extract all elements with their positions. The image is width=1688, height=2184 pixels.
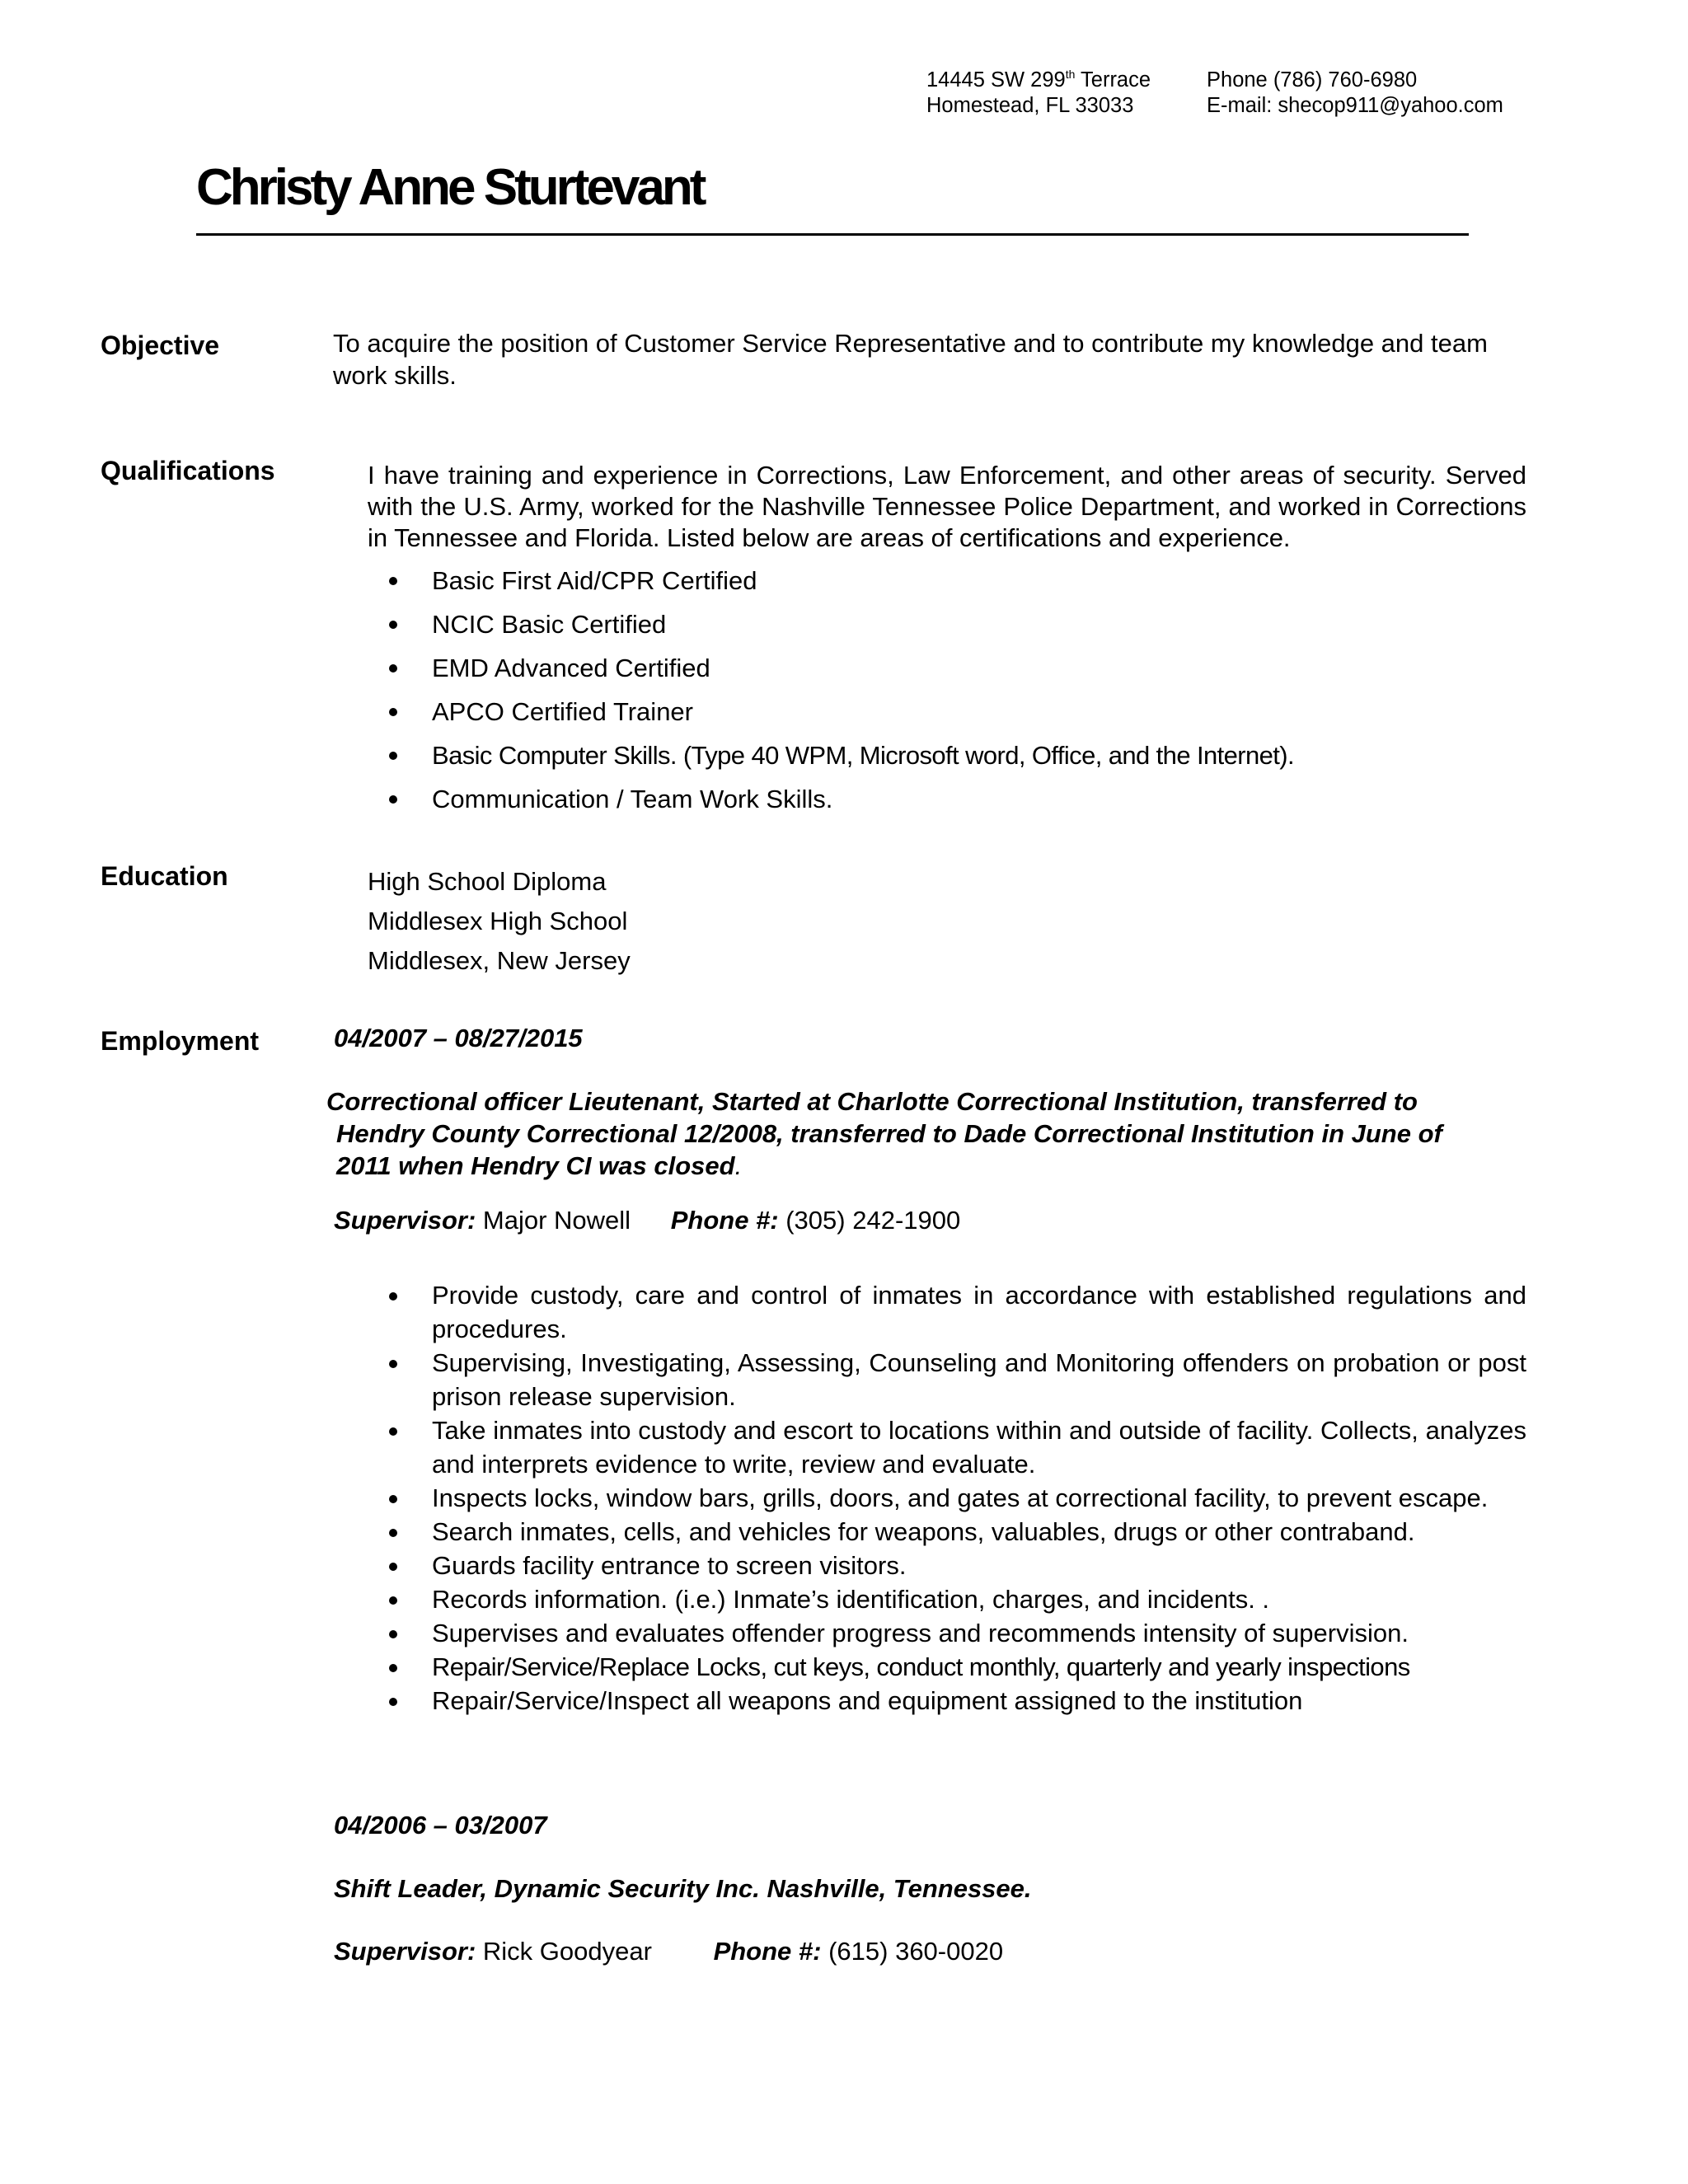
job-title: Shift Leader, Dynamic Security Inc. Nashville, Tennessee.	[334, 1874, 1032, 1903]
contact-phone-email	[1207, 68, 1503, 119]
education-line: High School Diploma	[368, 867, 607, 896]
qualifications-label: Qualifications	[101, 456, 275, 485]
list-item: Basic Computer Skills. (Type 40 WPM, Microsoft word, Office, and the Internet).	[368, 733, 1294, 777]
supervisor-line	[334, 1206, 960, 1235]
supervisor-name: Major Nowell	[482, 1206, 631, 1235]
phone-number: Phone (786) 760-6980	[1207, 68, 1418, 91]
list-item: Records information. (i.e.) Inmate’s identification, charges, and incidents. .	[368, 1582, 1526, 1616]
header-divider	[196, 233, 1469, 236]
contact-address	[926, 68, 1151, 119]
supervisor-phone: (305) 242-1900	[785, 1206, 961, 1235]
supervisor-phone: (615) 360-0020	[828, 1937, 1004, 1966]
supervisor-name: Rick Goodyear	[482, 1937, 652, 1966]
list-item: Inspects locks, window bars, grills, doors, and gates at correctional facility, to prevent escape.	[368, 1481, 1526, 1515]
list-item: Repair/Service/Replace Locks, cut keys, conduct monthly, quarterly and yearly inspections	[368, 1650, 1526, 1684]
supervisor-line	[334, 1937, 1003, 1966]
job-title-line: Correctional officer Lieutenant, Started at Charlotte Correctional Institution, transferred to	[326, 1087, 1418, 1116]
education-label: Education	[101, 861, 228, 891]
list-item: Guards facility entrance to screen visitors.	[368, 1549, 1526, 1582]
job-title	[326, 1085, 1546, 1182]
qualifications-summary: I have training and experience in Corrections, Law Enforcement, and other areas of security. Served with the U.S. Army, worked for the Nashville Tennessee Police Department, and worked in Corrections in Tennessee and Florida. Listed below are areas of certifications and experience.	[368, 461, 1526, 552]
list-item: Supervises and evaluates offender progress and recommends intensity of supervision.	[368, 1616, 1526, 1650]
list-item: Repair/Service/Inspect all weapons and equipment assigned to the institution	[368, 1684, 1526, 1718]
list-item: EMD Advanced Certified	[368, 646, 1294, 690]
phone-label: Phone #:	[670, 1206, 779, 1235]
list-item: Provide custody, care and control of inmates in accordance with established regulations and procedures.	[368, 1278, 1526, 1346]
job-title-line: 2011 when Hendry CI was closed.	[336, 1151, 743, 1180]
job-dates: 04/2007 – 08/27/2015	[334, 1024, 583, 1052]
list-item: Basic First Aid/CPR Certified	[368, 559, 1294, 602]
education-line: Middlesex, New Jersey	[368, 946, 631, 975]
phone-label: Phone #:	[713, 1937, 822, 1966]
address-line-1: 14445 SW 299th Terrace	[926, 68, 1151, 91]
employment-label: Employment	[101, 1026, 260, 1056]
list-item: Communication / Team Work Skills.	[368, 777, 1294, 821]
email-address: E-mail: shecop911@yahoo.com	[1207, 94, 1503, 117]
objective-text: To acquire the position of Customer Service Representative and to contribute my knowledge and team work skills.	[333, 329, 1488, 390]
duties-list	[368, 1278, 1526, 1718]
job-dates: 04/2006 – 03/2007	[334, 1811, 547, 1840]
qualifications-list	[368, 559, 1294, 821]
list-item: Take inmates into custody and escort to locations within and outside of facility. Collects, analyzes and interprets evidence to write, review and evaluate.	[368, 1413, 1526, 1481]
education-line: Middlesex High School	[368, 907, 628, 935]
education-details	[368, 862, 631, 981]
list-item: Supervising, Investigating, Assessing, Counseling and Monitoring offenders on probation or post prison release supervision.	[368, 1346, 1526, 1413]
objective-label: Objective	[101, 330, 220, 360]
list-item: NCIC Basic Certified	[368, 602, 1294, 646]
job-title-line: Hendry County Correctional 12/2008, transferred to Dade Correctional Institution in June of	[336, 1119, 1442, 1148]
supervisor-label: Supervisor:	[334, 1937, 476, 1966]
list-item: Search inmates, cells, and vehicles for weapons, valuables, drugs or other contraband.	[368, 1515, 1526, 1549]
supervisor-label: Supervisor:	[334, 1206, 476, 1235]
list-item: APCO Certified Trainer	[368, 690, 1294, 733]
resume-name: Christy Anne Sturtevant	[196, 159, 704, 216]
address-line-2: Homestead, FL 33033	[926, 94, 1134, 117]
